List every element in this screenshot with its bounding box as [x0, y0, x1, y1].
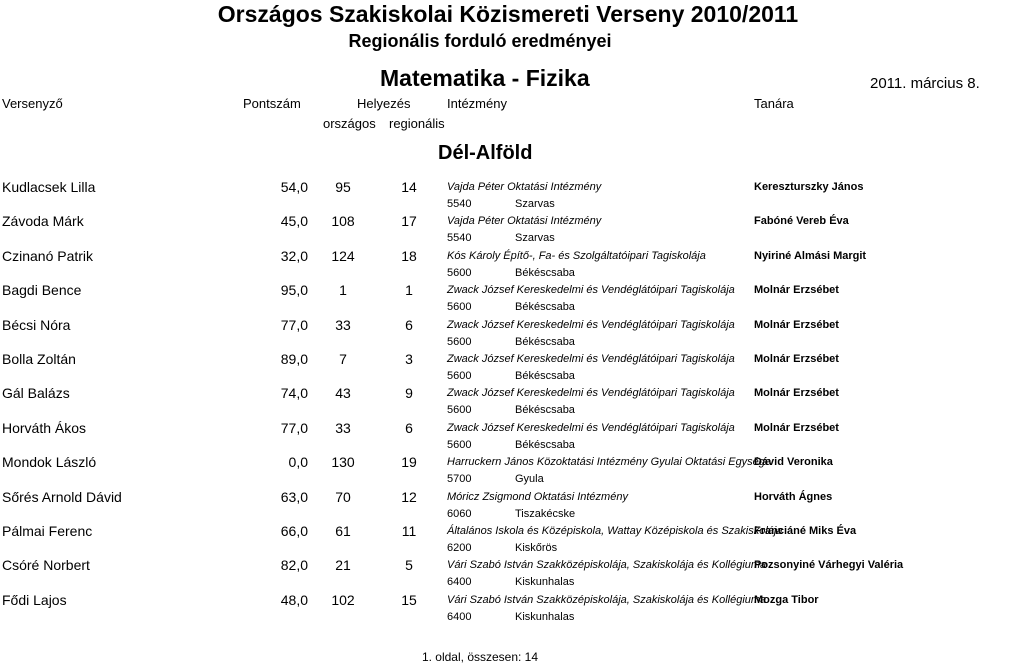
city-name: Békéscsaba: [515, 404, 575, 417]
teacher-name: Molnár Erzsébet: [754, 421, 839, 434]
table-row: [0, 211, 960, 245]
competitor-name: Kudlacsek Lilla: [2, 179, 96, 195]
postal-code: 6400: [447, 610, 472, 623]
table-row: [0, 487, 960, 521]
teacher-name: Pozsonyiné Várhegyi Valéria: [754, 559, 904, 572]
header-regional: regionális: [389, 116, 445, 131]
national-rank: 33: [335, 419, 351, 436]
points-value: 48,0: [280, 591, 308, 608]
institution-name: Általános Iskola és Középiskola, Wattay Középiskola és Szakiskolája: [447, 525, 783, 537]
subject-title: Matematika - Fizika: [380, 65, 590, 91]
city-name: Tiszakécske: [515, 507, 576, 520]
national-rank: 108: [331, 213, 355, 230]
competitor-name: Bagdi Bence: [2, 282, 82, 299]
teacher-name: Dávid Veronika: [754, 456, 833, 469]
table-row: [0, 418, 960, 452]
national-rank: 43: [335, 385, 351, 402]
regional-rank: 6: [405, 316, 413, 333]
page-title: Országos Szakiskolai Közismereti Verseny 2010/2011: [217, 1, 799, 27]
competitor-name: Sőrés Arnold Dávid: [2, 488, 122, 505]
header-competitor: Versenyző: [2, 96, 63, 111]
teacher-name: Kereszturszky János: [754, 181, 864, 193]
points-value: 63,0: [280, 488, 308, 505]
regional-rank: 1: [405, 282, 413, 299]
competitor-name: Fődi Lajos: [2, 591, 67, 608]
teacher-name: Molnár Erzsébet: [754, 387, 839, 400]
regional-rank: 19: [401, 454, 417, 471]
postal-code: 5600: [447, 404, 472, 417]
postal-code: 5600: [447, 301, 472, 314]
institution-name: Vári Szabó István Szakközépiskolája, Szakiskolája és Kollégiuma: [447, 559, 767, 572]
institution-name: Vári Szabó István Szakközépiskolája, Szakiskolája és Kollégiuma: [447, 593, 767, 606]
table-row: [0, 280, 960, 314]
postal-code: 6400: [447, 576, 472, 589]
regional-rank: 17: [401, 213, 417, 230]
table-row: [0, 590, 960, 624]
national-rank: 7: [339, 351, 347, 367]
competitor-name: Horváth Ákos: [2, 419, 87, 436]
table-row: [0, 349, 960, 383]
points-value: 95,0: [280, 282, 308, 299]
points-value: 89,0: [280, 351, 308, 367]
table-row: [0, 383, 960, 417]
postal-code: 5600: [447, 266, 472, 279]
national-rank: 21: [335, 557, 351, 574]
city-name: Kiskunhalas: [515, 576, 575, 589]
teacher-name: Nyiriné Almási Margit: [754, 249, 867, 262]
national-rank: 1: [339, 282, 347, 299]
postal-code: 5540: [447, 198, 472, 210]
national-rank: 130: [331, 454, 355, 471]
postal-code: 6060: [447, 507, 472, 520]
national-rank: 102: [331, 591, 355, 608]
page-subtitle: Regionális forduló eredményei: [348, 31, 612, 51]
teacher-name: Molnár Erzsébet: [754, 318, 839, 331]
points-value: 77,0: [280, 419, 308, 436]
institution-name: Móricz Zsigmond Oktatási Intézmény: [447, 490, 628, 503]
regional-rank: 15: [401, 591, 417, 608]
city-name: Békéscsaba: [515, 266, 575, 279]
city-name: Kiskunhalas: [515, 610, 575, 623]
header-placement: Helyezés: [357, 96, 411, 111]
teacher-name: Franciáné Miks Éva: [754, 525, 857, 537]
national-rank: 61: [335, 523, 351, 539]
competitor-name: Gál Balázs: [2, 385, 70, 402]
header-teacher: Tanára: [754, 96, 794, 111]
national-rank: 70: [335, 488, 351, 505]
competitor-name: Pálmai Ferenc: [2, 523, 93, 539]
institution-name: Zwack József Kereskedelmi és Vendéglátóipari Tagiskolája: [447, 387, 735, 400]
table-row: [0, 555, 960, 589]
competitor-name: Csóré Norbert: [2, 557, 90, 574]
teacher-name: Mozga Tibor: [754, 593, 819, 606]
teacher-name: Molnár Erzsébet: [754, 353, 839, 365]
points-value: 77,0: [280, 316, 308, 333]
city-name: Szarvas: [515, 232, 555, 245]
regional-rank: 14: [401, 179, 417, 195]
institution-name: Kós Károly Építő-, Fa- és Szolgáltatóipari Tagiskolája: [447, 249, 706, 262]
postal-code: 5700: [447, 473, 472, 486]
competitor-name: Závoda Márk: [2, 213, 84, 230]
teacher-name: Horváth Ágnes: [754, 490, 833, 503]
city-name: Békéscsaba: [515, 438, 575, 451]
institution-name: Vajda Péter Oktatási Intézmény: [447, 181, 602, 193]
city-name: Szarvas: [515, 198, 555, 210]
regional-rank: 9: [405, 385, 413, 402]
points-value: 66,0: [280, 523, 308, 539]
city-name: Kiskőrös: [515, 542, 558, 554]
competitor-name: Bécsi Nóra: [2, 316, 71, 333]
points-value: 82,0: [280, 557, 308, 574]
postal-code: 5540: [447, 232, 472, 245]
regional-rank: 18: [401, 247, 417, 264]
institution-name: Zwack József Kereskedelmi és Vendéglátóipari Tagiskolája: [447, 353, 735, 365]
postal-code: 5600: [447, 335, 472, 348]
regional-rank: 6: [405, 419, 413, 436]
institution-name: Zwack József Kereskedelmi és Vendéglátóipari Tagiskolája: [447, 421, 735, 434]
institution-name: Harruckern János Közoktatási Intézmény Gyulai Oktatási Egysége: [447, 456, 772, 469]
institution-name: Vajda Péter Oktatási Intézmény: [447, 215, 602, 228]
teacher-name: Fabóné Vereb Éva: [754, 215, 849, 228]
table-row: [0, 521, 960, 555]
regional-rank: 5: [405, 557, 413, 574]
national-rank: 33: [335, 316, 351, 333]
postal-code: 6200: [447, 542, 472, 554]
region-heading: Dél-Alföld: [438, 142, 533, 164]
competitor-name: Bolla Zoltán: [2, 351, 76, 367]
competitor-name: Czinanó Patrik: [2, 247, 94, 264]
competitor-name: Mondok László: [2, 454, 97, 471]
teacher-name: Molnár Erzsébet: [754, 284, 839, 297]
header-national: országos: [323, 116, 376, 131]
table-row: [0, 177, 960, 211]
city-name: Gyula: [515, 473, 544, 486]
points-value: 54,0: [280, 179, 308, 195]
page-footer: 1. oldal, összesen: 14: [421, 650, 539, 664]
points-value: 45,0: [280, 213, 308, 230]
regional-rank: 3: [405, 351, 413, 367]
institution-name: Zwack József Kereskedelmi és Vendéglátóipari Tagiskolája: [447, 318, 735, 331]
table-row: [0, 452, 960, 486]
national-rank: 95: [335, 179, 351, 195]
points-value: 74,0: [280, 385, 308, 402]
date: 2011. március 8.: [870, 75, 980, 92]
header-points: Pontszám: [243, 96, 301, 111]
city-name: Békéscsaba: [515, 335, 575, 348]
city-name: Békéscsaba: [515, 301, 575, 314]
points-value: 32,0: [280, 247, 308, 264]
postal-code: 5600: [447, 438, 472, 451]
header-institution: Intézmény: [447, 96, 507, 111]
regional-rank: 11: [401, 523, 417, 539]
postal-code: 5600: [447, 370, 472, 382]
points-value: 0,0: [288, 454, 308, 471]
regional-rank: 12: [401, 488, 417, 505]
table-row: [0, 246, 960, 280]
table-row: [0, 315, 960, 349]
national-rank: 124: [331, 247, 355, 264]
institution-name: Zwack József Kereskedelmi és Vendéglátóipari Tagiskolája: [447, 284, 735, 297]
city-name: Békéscsaba: [515, 370, 575, 382]
